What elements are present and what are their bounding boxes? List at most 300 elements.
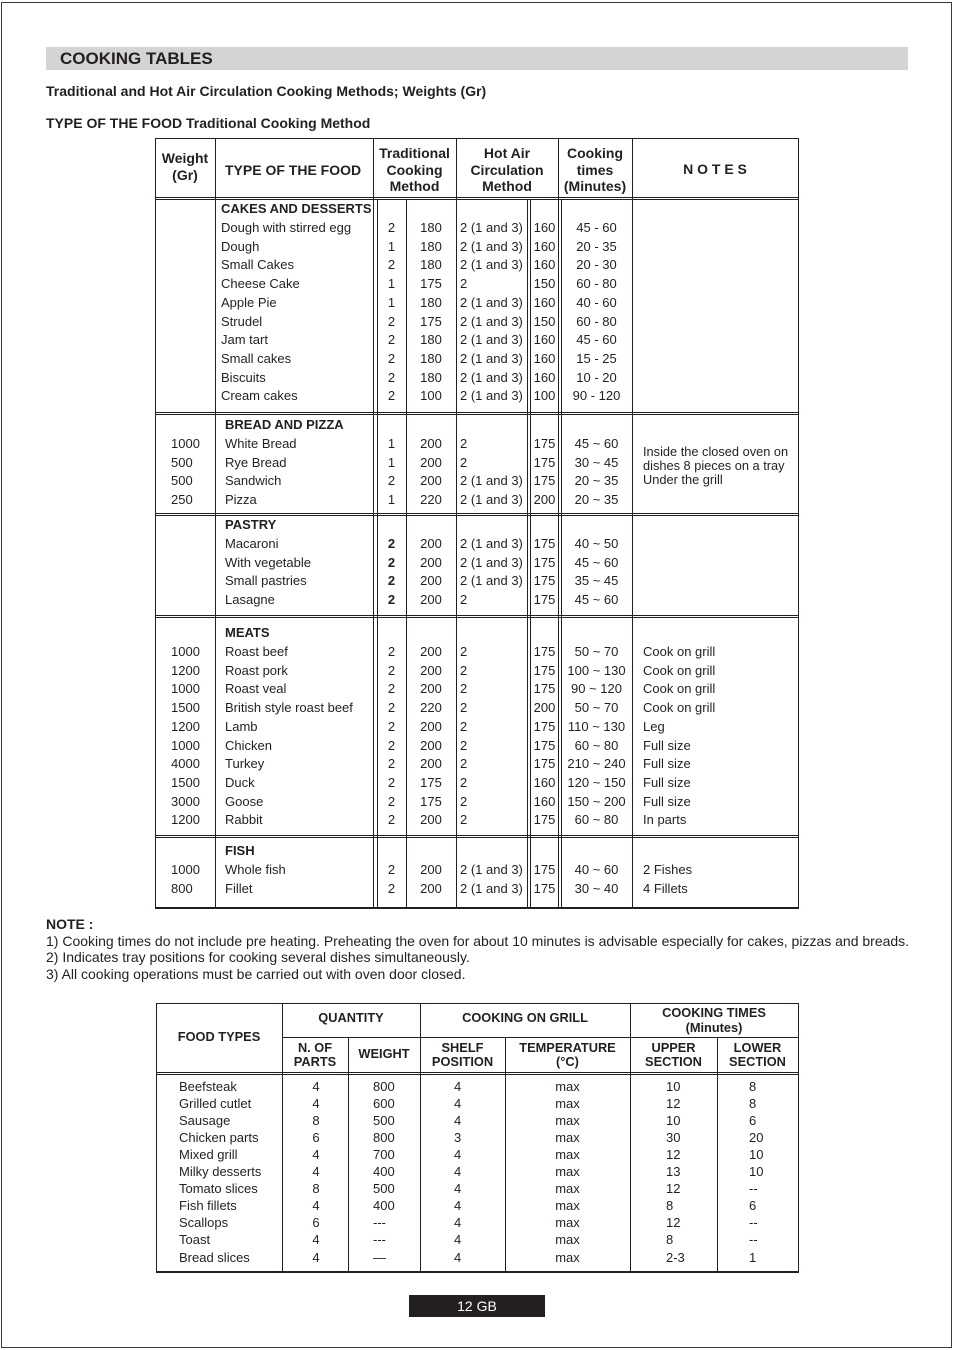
traditional-temperature: 200 bbox=[420, 473, 442, 489]
column-header-upper-section bbox=[630, 1041, 717, 1069]
weight-cell: 1200 bbox=[171, 718, 200, 734]
hot-air-temperature: 175 bbox=[533, 592, 556, 608]
food-name: Dough bbox=[221, 238, 260, 254]
traditional-temperature: 200 bbox=[420, 681, 442, 697]
note-line: 1) Cooking times do not include pre heating. Preheating the oven for about 10 minutes is advisable especially for cakes, pizzas and breads. bbox=[46, 932, 910, 949]
weight-cell: --- bbox=[373, 1232, 386, 1248]
table-row bbox=[0, 1231, 954, 1248]
hot-air-temperature: 175 bbox=[533, 812, 556, 828]
table-row bbox=[0, 1249, 954, 1266]
table-row bbox=[0, 1129, 954, 1146]
traditional-temperature: 175 bbox=[420, 774, 442, 790]
shelf-position: 4 bbox=[454, 1095, 462, 1111]
hot-air-shelf: 2 bbox=[460, 681, 468, 697]
food-name: With vegetable bbox=[225, 554, 311, 570]
lower-section-time: -- bbox=[749, 1232, 758, 1248]
column-header-parts bbox=[282, 1041, 348, 1069]
weight-cell: 250 bbox=[171, 492, 193, 508]
number-of-parts: 4 bbox=[312, 1078, 320, 1094]
note-line: Inside the closed oven on bbox=[643, 444, 789, 459]
traditional-shelf: 2 bbox=[387, 737, 396, 753]
food-name: Roast veal bbox=[225, 681, 287, 697]
weight-cell: 700 bbox=[373, 1146, 395, 1162]
traditional-temperature: 180 bbox=[420, 369, 442, 385]
traditional-shelf: 1 bbox=[387, 276, 396, 292]
traditional-temperature: 200 bbox=[420, 554, 442, 570]
header-line: PARTS bbox=[293, 1054, 337, 1069]
hot-air-temperature: 160 bbox=[533, 257, 556, 273]
hot-air-temperature: 160 bbox=[533, 220, 556, 235]
row-note: Cook on grill bbox=[643, 644, 716, 659]
table-row bbox=[0, 1163, 954, 1180]
number-of-parts: 4 bbox=[312, 1146, 320, 1162]
weight-cell: 500 bbox=[171, 454, 193, 470]
food-name: Fillet bbox=[225, 880, 253, 896]
traditional-temperature: 200 bbox=[420, 436, 442, 451]
upper-section-time: 8 bbox=[666, 1232, 674, 1248]
cooking-time: 10 - 20 bbox=[576, 369, 617, 385]
hot-air-temperature: 175 bbox=[533, 473, 556, 489]
cooking-time: 35 ~ 45 bbox=[574, 573, 619, 589]
cooking-time: 45 - 60 bbox=[576, 332, 617, 348]
number-of-parts: 6 bbox=[312, 1215, 320, 1231]
hot-air-shelf: 2 (1 and 3) bbox=[460, 573, 523, 589]
hot-air-temperature: 160 bbox=[533, 793, 556, 809]
number-of-parts: 6 bbox=[312, 1129, 320, 1145]
temperature-cell: max bbox=[555, 1215, 580, 1231]
traditional-shelf: 2 bbox=[387, 662, 396, 678]
header-line: SECTION bbox=[645, 1054, 702, 1069]
hot-air-temperature: 175 bbox=[533, 862, 556, 877]
temperature-cell: max bbox=[555, 1078, 580, 1094]
hot-air-shelf: 2 (1 and 3) bbox=[460, 369, 523, 385]
traditional-temperature: 200 bbox=[420, 737, 442, 753]
upper-section-time: 12 bbox=[666, 1095, 681, 1111]
shelf-position: 3 bbox=[454, 1129, 462, 1145]
food-name: Dough with stirred egg bbox=[221, 220, 352, 235]
traditional-shelf: 2 bbox=[387, 220, 396, 235]
hot-air-temperature: 160 bbox=[533, 238, 556, 254]
table-row bbox=[0, 1112, 954, 1129]
table-caption: TYPE OF THE FOOD Traditional Cooking Method bbox=[46, 115, 371, 131]
header-line: LOWER bbox=[733, 1040, 782, 1055]
hot-air-shelf: 2 (1 and 3) bbox=[460, 294, 523, 310]
traditional-shelf: 1 bbox=[387, 294, 396, 310]
hot-air-shelf: 2 bbox=[460, 454, 468, 470]
row-note: Cook on grill bbox=[643, 662, 716, 678]
table-rule bbox=[282, 1037, 799, 1038]
traditional-shelf: 1 bbox=[387, 436, 396, 451]
weight-cell: 800 bbox=[171, 880, 193, 896]
cooking-time: 40 ~ 50 bbox=[574, 536, 619, 551]
header-line: Cooking bbox=[386, 161, 443, 178]
header-line: UPPER bbox=[651, 1040, 696, 1055]
food-name: Lasagne bbox=[225, 592, 275, 608]
food-name: White Bread bbox=[225, 436, 297, 451]
traditional-shelf: 2 bbox=[387, 536, 396, 551]
traditional-temperature: 175 bbox=[420, 276, 442, 292]
column-header-cooking-times bbox=[630, 1005, 798, 1035]
temperature-cell: max bbox=[555, 1095, 580, 1111]
header-line: Traditional bbox=[379, 145, 450, 161]
cooking-time: 30 ~ 40 bbox=[574, 880, 619, 896]
hot-air-temperature: 160 bbox=[533, 332, 556, 348]
upper-section-time: 12 bbox=[666, 1215, 681, 1231]
temperature-cell: max bbox=[555, 1129, 580, 1145]
hot-air-temperature: 200 bbox=[533, 492, 556, 508]
header-line: N. OF bbox=[297, 1040, 333, 1055]
traditional-temperature: 200 bbox=[420, 756, 442, 772]
food-name: Small pastries bbox=[225, 573, 307, 589]
food-name: Pizza bbox=[225, 492, 257, 508]
header-line: SHELF bbox=[441, 1040, 484, 1055]
cooking-time: 45 - 60 bbox=[576, 220, 617, 235]
cooking-time: 20 ~ 35 bbox=[574, 492, 619, 508]
food-type: Toast bbox=[179, 1232, 211, 1248]
traditional-shelf: 2 bbox=[387, 756, 396, 772]
weight-cell: 1000 bbox=[171, 644, 200, 659]
shelf-position: 4 bbox=[454, 1232, 462, 1248]
hot-air-temperature: 160 bbox=[533, 774, 556, 790]
traditional-shelf: 2 bbox=[387, 774, 396, 790]
food-type: Grilled cutlet bbox=[179, 1095, 252, 1111]
traditional-shelf: 2 bbox=[387, 257, 396, 273]
traditional-shelf: 2 bbox=[387, 700, 396, 716]
temperature-cell: max bbox=[555, 1112, 580, 1128]
upper-section-time: 12 bbox=[666, 1146, 681, 1162]
number-of-parts: 4 bbox=[312, 1164, 320, 1179]
hot-air-temperature: 160 bbox=[533, 350, 556, 366]
traditional-temperature: 175 bbox=[420, 793, 442, 809]
food-name: Rabbit bbox=[225, 812, 263, 828]
column-header-lower-section bbox=[717, 1041, 798, 1069]
traditional-shelf: 2 bbox=[387, 862, 396, 877]
temperature-cell: max bbox=[555, 1146, 580, 1162]
hot-air-temperature: 175 bbox=[533, 644, 556, 659]
number-of-parts: 4 bbox=[312, 1198, 320, 1214]
header-line: POSITION bbox=[431, 1054, 494, 1069]
hot-air-shelf: 2 bbox=[460, 756, 468, 772]
shelf-position: 4 bbox=[454, 1112, 462, 1128]
cooking-time: 90 ~ 120 bbox=[571, 681, 622, 697]
cooking-time: 45 ~ 60 bbox=[574, 554, 619, 570]
header-line: SECTION bbox=[729, 1054, 786, 1069]
weight-cell: 1200 bbox=[171, 812, 200, 828]
cooking-time: 45 ~ 60 bbox=[574, 592, 619, 608]
cooking-time: 110 ~ 130 bbox=[567, 718, 626, 734]
shelf-position: 4 bbox=[454, 1164, 462, 1179]
table-rule bbox=[156, 1271, 799, 1273]
cooking-time: 15 - 25 bbox=[576, 350, 617, 366]
hot-air-shelf: 2 (1 and 3) bbox=[460, 388, 523, 404]
traditional-temperature: 180 bbox=[420, 220, 442, 235]
food-name: Jam tart bbox=[221, 332, 268, 348]
header-line: (Gr) bbox=[172, 167, 198, 183]
cooking-time: 120 ~ 150 bbox=[567, 774, 626, 790]
hot-air-shelf: 2 bbox=[460, 812, 468, 828]
traditional-shelf: 2 bbox=[387, 313, 396, 329]
hot-air-shelf: 2 bbox=[460, 700, 468, 716]
column-header-weight: WEIGHT bbox=[358, 1046, 410, 1061]
food-name: Strudel bbox=[221, 313, 263, 329]
traditional-temperature: 200 bbox=[420, 573, 442, 589]
food-type: Milky desserts bbox=[179, 1164, 262, 1179]
hot-air-shelf: 2 (1 and 3) bbox=[460, 332, 523, 348]
hot-air-shelf: 2 (1 and 3) bbox=[460, 220, 523, 235]
cooking-time: 210 ~ 240 bbox=[567, 756, 626, 772]
header-line: (°C) bbox=[556, 1054, 579, 1069]
hot-air-temperature: 160 bbox=[533, 369, 556, 385]
traditional-shelf: 1 bbox=[387, 238, 396, 254]
lower-section-time: -- bbox=[749, 1215, 758, 1231]
weight-cell: 1000 bbox=[171, 862, 200, 877]
hot-air-temperature: 175 bbox=[533, 681, 556, 697]
food-name: Duck bbox=[225, 774, 255, 790]
temperature-cell: max bbox=[555, 1181, 580, 1197]
header-line: COOKING TIMES bbox=[662, 1005, 766, 1020]
column-header-food-types: FOOD TYPES bbox=[177, 1029, 261, 1044]
row-note: Full size bbox=[643, 737, 691, 753]
traditional-shelf: 2 bbox=[387, 332, 396, 348]
hot-air-shelf: 2 bbox=[460, 592, 468, 608]
weight-cell: 3000 bbox=[171, 793, 200, 809]
hot-air-temperature: 175 bbox=[533, 756, 556, 772]
hot-air-temperature: 175 bbox=[533, 436, 556, 451]
cooking-time: 150 ~ 200 bbox=[567, 793, 626, 809]
weight-cell: 500 bbox=[373, 1112, 395, 1128]
column-header-shelf-position bbox=[420, 1041, 505, 1069]
hot-air-shelf: 2 bbox=[460, 436, 468, 451]
traditional-temperature: 175 bbox=[420, 313, 442, 329]
row-note: Cook on grill bbox=[643, 700, 716, 716]
section-heading: PASTRY bbox=[225, 517, 277, 532]
hot-air-temperature: 100 bbox=[533, 388, 556, 404]
weight-cell: 1000 bbox=[171, 436, 200, 451]
header-line: (Minutes) bbox=[685, 1020, 743, 1035]
weight-cell: 4000 bbox=[171, 756, 200, 772]
upper-section-time: 30 bbox=[666, 1129, 681, 1145]
weight-cell: --- bbox=[373, 1215, 386, 1231]
header-line: Weight bbox=[161, 150, 209, 166]
weight-cell: 800 bbox=[373, 1129, 395, 1145]
header-line: times bbox=[576, 161, 614, 178]
upper-section-time: 8 bbox=[666, 1198, 674, 1214]
traditional-shelf: 1 bbox=[387, 492, 396, 508]
traditional-shelf: 1 bbox=[387, 454, 396, 470]
weight-cell: 400 bbox=[373, 1164, 395, 1179]
cooking-time: 100 ~ 130 bbox=[567, 662, 626, 678]
traditional-temperature: 200 bbox=[420, 812, 442, 828]
traditional-temperature: 180 bbox=[420, 350, 442, 366]
traditional-shelf: 2 bbox=[387, 644, 396, 659]
traditional-shelf: 2 bbox=[387, 350, 396, 366]
traditional-shelf: 2 bbox=[387, 718, 396, 734]
temperature-cell: max bbox=[555, 1232, 580, 1248]
weight-cell: 1000 bbox=[171, 681, 200, 697]
cooking-time: 60 - 80 bbox=[576, 276, 617, 292]
traditional-shelf: 2 bbox=[387, 554, 396, 570]
traditional-temperature: 200 bbox=[420, 880, 442, 896]
hot-air-temperature: 175 bbox=[533, 573, 556, 589]
weight-cell: — bbox=[373, 1249, 386, 1265]
hot-air-shelf: 2 bbox=[460, 737, 468, 753]
shelf-position: 4 bbox=[454, 1078, 462, 1094]
traditional-temperature: 200 bbox=[420, 862, 442, 877]
row-note: 2 Fishes bbox=[643, 862, 693, 877]
section-heading: FISH bbox=[225, 843, 255, 858]
cooking-time: 30 ~ 45 bbox=[574, 454, 619, 470]
row-note: 4 Fillets bbox=[643, 880, 688, 896]
hot-air-shelf: 2 bbox=[460, 276, 468, 292]
food-name: Sandwich bbox=[225, 473, 282, 489]
hot-air-shelf: 2 (1 and 3) bbox=[460, 313, 523, 329]
food-type: Scallops bbox=[179, 1215, 229, 1231]
cooking-time: 20 - 30 bbox=[576, 257, 617, 273]
row-note: Full size bbox=[643, 793, 691, 809]
number-of-parts: 8 bbox=[312, 1112, 320, 1128]
food-name: Turkey bbox=[225, 756, 265, 772]
hot-air-temperature: 175 bbox=[533, 662, 556, 678]
lower-section-time: 6 bbox=[749, 1198, 757, 1214]
hot-air-shelf: 2 (1 and 3) bbox=[460, 880, 523, 896]
traditional-temperature: 200 bbox=[420, 718, 442, 734]
cooking-time: 60 ~ 80 bbox=[574, 812, 619, 828]
section-heading: MEATS bbox=[225, 625, 270, 640]
lower-section-time: 1 bbox=[749, 1249, 757, 1265]
upper-section-time: 13 bbox=[666, 1164, 681, 1179]
table-row bbox=[0, 1095, 954, 1112]
weight-cell: 1000 bbox=[171, 737, 200, 753]
hot-air-temperature: 175 bbox=[533, 554, 556, 570]
table-row bbox=[0, 1197, 954, 1214]
hot-air-temperature: 175 bbox=[533, 536, 556, 551]
food-name: Cheese Cake bbox=[221, 276, 300, 292]
hot-air-shelf: 2 (1 and 3) bbox=[460, 862, 523, 877]
food-type: Mixed grill bbox=[179, 1146, 238, 1162]
lower-section-time: 10 bbox=[749, 1164, 764, 1179]
food-name: Whole fish bbox=[225, 862, 286, 877]
cooking-time: 60 - 80 bbox=[576, 313, 617, 329]
traditional-temperature: 180 bbox=[420, 294, 442, 310]
shelf-position: 4 bbox=[454, 1215, 462, 1231]
food-name: Small cakes bbox=[221, 350, 292, 366]
shelf-position: 4 bbox=[454, 1249, 462, 1265]
food-name: Chicken bbox=[225, 737, 272, 753]
cooking-time: 50 ~ 70 bbox=[574, 700, 619, 716]
hot-air-shelf: 2 (1 and 3) bbox=[460, 536, 523, 551]
table-rule bbox=[156, 1074, 799, 1075]
hot-air-temperature: 150 bbox=[533, 313, 556, 329]
weight-cell: 1200 bbox=[171, 662, 200, 678]
traditional-shelf: 2 bbox=[387, 793, 396, 809]
traditional-temperature: 220 bbox=[420, 492, 442, 508]
traditional-shelf: 2 bbox=[387, 473, 396, 489]
hot-air-shelf: 2 (1 and 3) bbox=[460, 473, 523, 489]
traditional-temperature: 200 bbox=[420, 454, 442, 470]
traditional-shelf: 2 bbox=[387, 592, 396, 608]
table-rule bbox=[156, 1072, 799, 1073]
lower-section-time: 10 bbox=[749, 1146, 764, 1162]
temperature-cell: max bbox=[555, 1249, 580, 1265]
upper-section-time: 10 bbox=[666, 1112, 681, 1128]
cooking-time: 50 ~ 70 bbox=[574, 644, 619, 659]
traditional-temperature: 100 bbox=[420, 388, 442, 404]
food-type: Chicken parts bbox=[179, 1129, 259, 1145]
weight-cell: 500 bbox=[373, 1181, 395, 1197]
traditional-shelf: 2 bbox=[387, 573, 396, 589]
cooking-time: 40 - 60 bbox=[576, 294, 617, 310]
section-heading: CAKES AND DESSERTS bbox=[221, 201, 372, 216]
food-type: Beefsteak bbox=[179, 1078, 237, 1094]
hot-air-shelf: 2 bbox=[460, 774, 468, 790]
header-line: Method bbox=[482, 178, 532, 194]
traditional-shelf: 2 bbox=[387, 369, 396, 385]
traditional-temperature: 200 bbox=[420, 662, 442, 678]
upper-section-time: 10 bbox=[666, 1078, 681, 1094]
hot-air-temperature: 175 bbox=[533, 454, 556, 470]
hot-air-shelf: 2 (1 and 3) bbox=[460, 238, 523, 254]
shelf-position: 4 bbox=[454, 1146, 462, 1162]
shelf-position: 4 bbox=[454, 1181, 462, 1197]
shelf-position: 4 bbox=[454, 1198, 462, 1214]
traditional-shelf: 2 bbox=[387, 681, 396, 697]
food-name: British style roast beef bbox=[225, 700, 353, 716]
hot-air-shelf: 2 bbox=[460, 793, 468, 809]
temperature-cell: max bbox=[555, 1198, 580, 1214]
traditional-temperature: 180 bbox=[420, 257, 442, 273]
upper-section-time: 2-3 bbox=[666, 1249, 685, 1265]
row-note: Leg bbox=[643, 718, 665, 734]
weight-cell: 600 bbox=[373, 1095, 395, 1111]
hot-air-shelf: 2 bbox=[460, 662, 468, 678]
traditional-shelf: 2 bbox=[387, 812, 396, 828]
traditional-shelf: 2 bbox=[387, 880, 396, 896]
food-name: Goose bbox=[225, 793, 264, 809]
lower-section-time: 8 bbox=[749, 1095, 757, 1111]
hot-air-temperature: 200 bbox=[533, 700, 556, 716]
number-of-parts: 4 bbox=[312, 1095, 320, 1111]
food-type: Tomato slices bbox=[179, 1181, 258, 1197]
food-name: Lamb bbox=[225, 718, 258, 734]
lower-section-time: 6 bbox=[749, 1112, 757, 1128]
table-row bbox=[0, 1078, 954, 1095]
column-header-temperature bbox=[505, 1041, 630, 1069]
traditional-temperature: 200 bbox=[420, 592, 442, 608]
table-rule bbox=[156, 1003, 799, 1004]
number-of-parts: 4 bbox=[312, 1232, 320, 1248]
hot-air-shelf: 2 (1 and 3) bbox=[460, 350, 523, 366]
hot-air-temperature: 175 bbox=[533, 718, 556, 734]
lower-section-time: -- bbox=[749, 1181, 758, 1197]
food-name: Roast pork bbox=[225, 662, 288, 678]
lower-section-time: 20 bbox=[749, 1129, 764, 1145]
traditional-temperature: 220 bbox=[420, 700, 442, 716]
subtitle: Traditional and Hot Air Circulation Cooking Methods; Weights (Gr) bbox=[46, 83, 487, 99]
header-line: Circulation bbox=[470, 161, 544, 178]
hot-air-shelf: 2 (1 and 3) bbox=[460, 492, 523, 508]
section-heading: BREAD AND PIZZA bbox=[225, 417, 344, 432]
weight-cell: 400 bbox=[373, 1198, 395, 1214]
cooking-time: 40 ~ 60 bbox=[574, 862, 619, 877]
food-type: Sausage bbox=[179, 1112, 231, 1128]
hot-air-temperature: 175 bbox=[533, 737, 556, 753]
table-row bbox=[0, 1214, 954, 1231]
row-note: In parts bbox=[643, 812, 687, 828]
hot-air-shelf: 2 bbox=[460, 644, 468, 659]
row-note: Cook on grill bbox=[643, 681, 716, 697]
food-name: Macaroni bbox=[225, 536, 279, 551]
food-name: Roast beef bbox=[225, 644, 288, 659]
